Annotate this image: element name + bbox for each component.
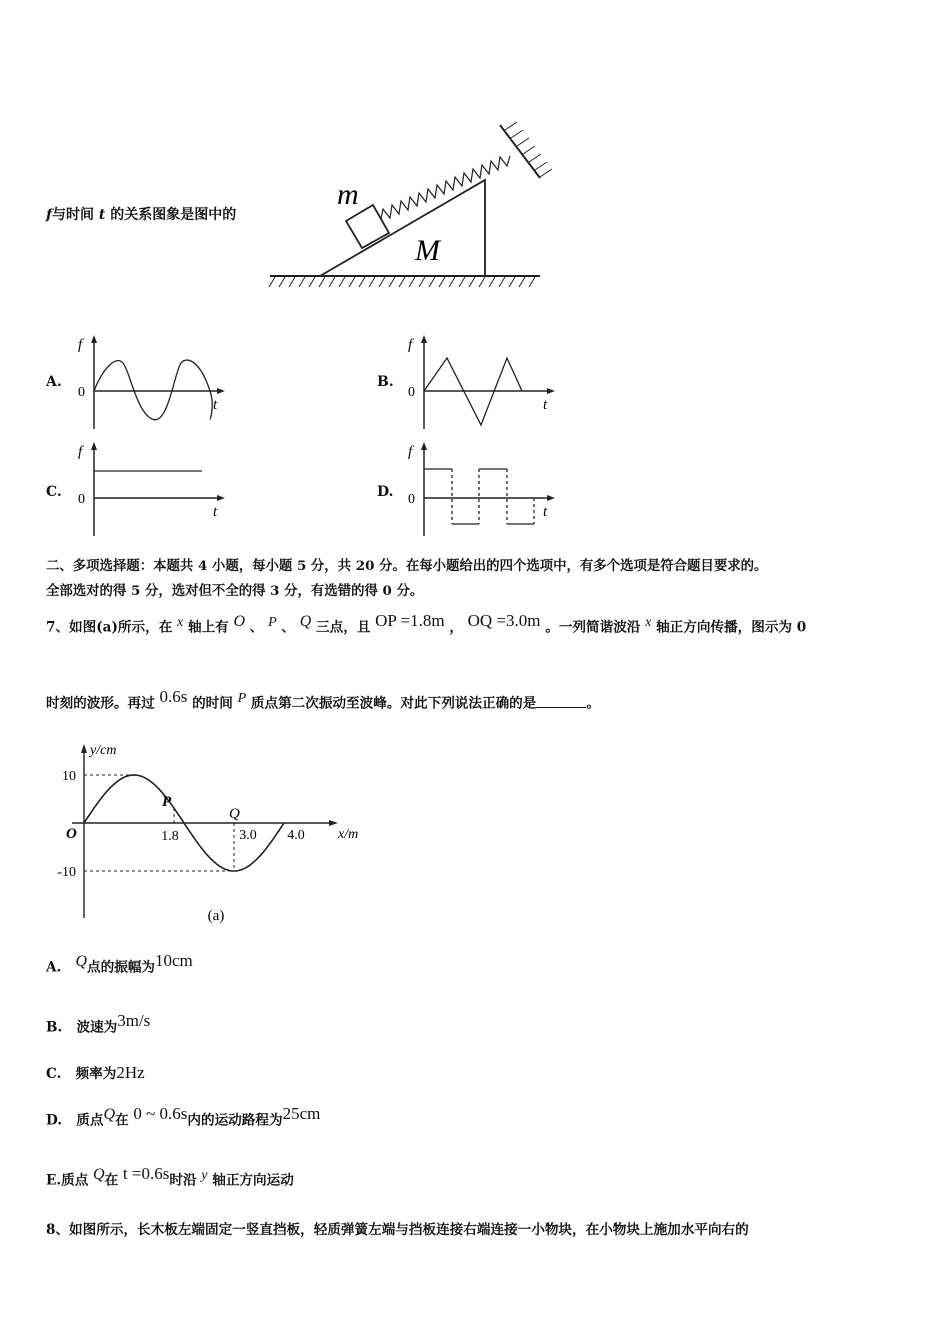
q7-p2: 轴上有: [187, 619, 229, 636]
section2-line1: 二、多项选择题：本题共 4 小题，每小题 5 分，共 20 分。在每小题给出的四个选项中，有多个选项是符合题目要求的。: [46, 558, 768, 574]
q7-a-label: A.: [46, 959, 62, 976]
q7-e-label: E.: [46, 1172, 62, 1189]
q7-c-text: 频率为: [75, 1066, 117, 1082]
option-a-label: A.: [46, 374, 62, 390]
q7-option-a: [46, 944, 193, 978]
option-a-graph: [70, 333, 230, 433]
option-b-zero: 0: [408, 385, 415, 400]
option-c-f-axis: f: [78, 444, 83, 460]
option-b-graph: [400, 333, 560, 433]
q7-a-val: 10cm: [155, 951, 193, 970]
q7-var-x2: x: [645, 615, 652, 630]
q6-stem-end: 的关系图象是图中的: [110, 207, 237, 223]
option-c-t-axis: t: [213, 504, 218, 520]
point-P-label: P: [162, 794, 172, 811]
q7-l2b: 的时间: [192, 695, 233, 712]
q7-option-b: [46, 1004, 150, 1038]
q7-oq: OQ =3.0m: [467, 611, 541, 630]
q7-d-t2: 在: [115, 1112, 129, 1129]
q7-sep1: 、: [249, 619, 264, 636]
q7-var-P2: P: [237, 691, 247, 706]
q7-p4: 。一列简谐波沿: [545, 619, 641, 636]
q7-e-t4: 轴正方向运动: [212, 1172, 294, 1189]
q7-d-t3: 内的运动路程为: [187, 1112, 283, 1129]
y-axis-label: y/cm: [90, 743, 117, 758]
q7-stem-line2: [46, 680, 600, 714]
q7-p1: 7、如图(a)所示，在: [46, 619, 173, 636]
option-c-label: C.: [46, 484, 62, 500]
square-wave: [424, 469, 534, 524]
wave-chart: [46, 738, 386, 928]
option-b-t-axis: t: [543, 397, 548, 413]
origin-label: O: [66, 826, 77, 842]
option-c-graph: [70, 440, 230, 540]
q7-e-time: t =0.6s: [122, 1164, 170, 1183]
option-d-zero: 0: [408, 492, 415, 507]
q7-dt: 0.6s: [159, 687, 188, 706]
q7-c-val: 2Hz: [116, 1063, 145, 1082]
q7-l2d: 。: [586, 695, 600, 712]
q7-p3: 三点，且: [316, 619, 371, 636]
x-tick-1.8: 1.8: [161, 829, 179, 844]
q7-p5: 轴正方向传播，图示为 0: [656, 619, 807, 636]
q7-option-e: [46, 1157, 294, 1191]
q7-var-Q: Q: [299, 613, 312, 630]
option-a-f-axis: f: [78, 337, 83, 353]
option-d-f-axis: f: [408, 444, 413, 460]
q7-option-c: [46, 1058, 145, 1088]
q6-stem: [46, 204, 236, 224]
y-tick-10: 10: [62, 769, 76, 784]
q8-stem: 8、如图所示，长木板左端固定一竖直挡板，轻质弹簧左端与挡板连接右端连接一小物块，在小物块上施加水平向右的: [46, 1222, 749, 1238]
q7-e-t3: 时沿: [169, 1172, 197, 1189]
section2-line2: 全部选对的得 5 分，选对但不全的得 3 分，有选错的得 0 分。: [46, 583, 424, 599]
option-d-graph: [400, 440, 560, 540]
q7-var-P: P: [268, 615, 277, 630]
sine-curve: [94, 360, 212, 420]
x-tick-3.0: 3.0: [239, 828, 257, 843]
q7-e-t1: 质点: [61, 1172, 89, 1189]
incline-spring-figure: [265, 100, 565, 295]
mass-m-label: m: [337, 178, 359, 211]
answer-blank[interactable]: [536, 695, 586, 708]
q7-d-t1: 质点: [76, 1112, 104, 1129]
q7-var-x1: x: [177, 615, 184, 630]
q7-d-label: D.: [46, 1112, 63, 1129]
option-b-f-axis: f: [408, 337, 413, 353]
q7-b-val: 3m/s: [117, 1011, 151, 1030]
spring: [381, 156, 510, 219]
q7-c-label: C.: [46, 1066, 62, 1082]
x-axis-label: x/m: [338, 827, 359, 842]
q7-d-range: 0 ~ 0.6s: [133, 1104, 188, 1123]
q7-stem-line1: [46, 604, 806, 638]
mass-M-label: M: [415, 234, 440, 267]
option-a-zero: 0: [78, 385, 85, 400]
q7-op: OP =1.8m: [375, 611, 445, 630]
q7-b-text: 波速为: [76, 1019, 118, 1036]
q7-e-var: Q: [93, 1166, 105, 1183]
q7-b-label: B.: [46, 1019, 63, 1036]
q7-option-d: [46, 1097, 320, 1131]
q7-l2a: 时刻的波形。再过: [46, 695, 155, 712]
option-d-t-axis: t: [543, 504, 548, 520]
option-a-t-axis: t: [213, 397, 218, 413]
chart-caption: (a): [207, 908, 225, 924]
q7-sep2: 、: [281, 619, 296, 636]
q7-e-y: y: [201, 1168, 208, 1183]
q7-comma: ，: [449, 619, 463, 636]
q7-a-var: Q: [75, 953, 88, 970]
q7-l2c: 质点第二次振动至波峰。对此下列说法正确的是: [250, 695, 537, 712]
q7-a-text: 点的振幅为: [87, 959, 156, 976]
q7-d-var: Q: [103, 1106, 115, 1123]
q6-var-f: f: [46, 207, 53, 223]
q7-var-O: O: [233, 613, 246, 630]
y-tick-neg10: -10: [57, 865, 76, 880]
option-c-zero: 0: [78, 492, 85, 507]
option-d-label: D.: [377, 484, 394, 500]
q6-stem-mid: 与时间: [52, 207, 95, 223]
x-tick-4.0: 4.0: [287, 828, 305, 843]
q7-d-val: 25cm: [282, 1104, 321, 1123]
option-b-label: B.: [377, 374, 394, 390]
q6-var-t: t: [98, 207, 106, 223]
point-Q-label: Q: [229, 806, 240, 822]
q7-e-t2: 在: [104, 1172, 119, 1189]
